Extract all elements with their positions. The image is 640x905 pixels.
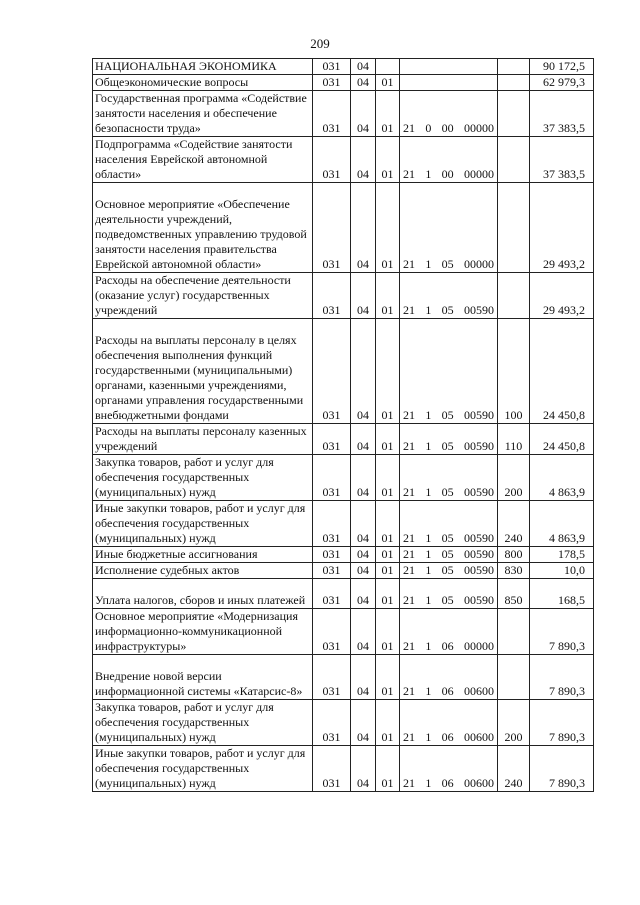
table-row — [93, 547, 594, 563]
row-name: Закупка товаров, работ и услуг для обеспечения государственных (муниципальных) нужд — [93, 700, 313, 746]
target-activity: 06 — [441, 639, 454, 653]
row-expense-type: 240 — [498, 501, 530, 547]
target-subprogram: 1 — [425, 531, 432, 545]
row-admin-code: 031 — [313, 547, 351, 563]
row-section-code: 04 — [351, 91, 376, 137]
row-admin-code: 031 — [313, 91, 351, 137]
row-target-code — [400, 137, 498, 183]
target-program: 21 — [403, 439, 415, 453]
row-admin-code: 031 — [313, 319, 351, 424]
row-target-code — [400, 424, 498, 455]
row-admin-code: 031 — [313, 655, 351, 700]
table-row — [93, 579, 594, 609]
row-subsection-code: 01 — [376, 137, 400, 183]
row-section-code: 04 — [351, 746, 376, 792]
row-expense-type: 100 — [498, 319, 530, 424]
row-amount: 7 890,3 — [530, 609, 594, 655]
row-section-code: 04 — [351, 75, 376, 91]
target-activity: 05 — [441, 531, 454, 545]
row-target-code — [400, 59, 498, 75]
row-name: Подпрограмма «Содействие занятости населения Еврейской автономной области» — [93, 137, 313, 183]
target-direction: 00000 — [463, 257, 494, 271]
target-subprogram: 1 — [425, 408, 432, 422]
row-amount: 90 172,5 — [530, 59, 594, 75]
row-subsection-code: 01 — [376, 91, 400, 137]
row-subsection-code: 01 — [376, 547, 400, 563]
row-name: Расходы на выплаты персоналу в целях обеспечения выполнения функций государственными (муниципальными) органами, казенными учреждениями, органами управления государственными внебюджетными фондами — [93, 319, 313, 424]
table-row — [93, 91, 594, 137]
target-subprogram: 0 — [425, 121, 432, 135]
row-subsection-code: 01 — [376, 563, 400, 579]
target-program: 21 — [403, 485, 415, 499]
row-subsection-code: 01 — [376, 609, 400, 655]
row-amount: 37 383,5 — [530, 137, 594, 183]
row-subsection-code: 01 — [376, 273, 400, 319]
row-amount: 24 450,8 — [530, 424, 594, 455]
row-name: Расходы на выплаты персоналу казенных учреждений — [93, 424, 313, 455]
row-subsection-code — [376, 59, 400, 75]
target-direction: 00600 — [463, 684, 494, 698]
row-expense-type: 850 — [498, 579, 530, 609]
target-subprogram: 1 — [425, 303, 432, 317]
row-section-code: 04 — [351, 137, 376, 183]
target-program: 21 — [403, 303, 415, 317]
row-expense-type — [498, 655, 530, 700]
target-direction: 00590 — [463, 439, 494, 453]
row-admin-code: 031 — [313, 501, 351, 547]
table-body — [93, 59, 594, 792]
target-activity: 00 — [441, 167, 454, 181]
row-amount: 29 493,2 — [530, 273, 594, 319]
row-target-code — [400, 563, 498, 579]
row-expense-type — [498, 609, 530, 655]
row-subsection-code: 01 — [376, 501, 400, 547]
target-program: 21 — [403, 730, 415, 744]
target-direction: 00000 — [463, 121, 494, 135]
target-subprogram: 1 — [425, 639, 432, 653]
row-expense-type — [498, 183, 530, 273]
table-row — [93, 424, 594, 455]
row-amount: 168,5 — [530, 579, 594, 609]
table-row — [93, 609, 594, 655]
row-name: Общеэкономические вопросы — [93, 75, 313, 91]
row-subsection-code: 01 — [376, 700, 400, 746]
target-program: 21 — [403, 593, 415, 607]
row-section-code: 04 — [351, 501, 376, 547]
row-amount: 62 979,3 — [530, 75, 594, 91]
row-admin-code: 031 — [313, 59, 351, 75]
target-program: 21 — [403, 684, 415, 698]
row-name: Иные закупки товаров, работ и услуг для обеспечения государственных (муниципальных) нужд — [93, 501, 313, 547]
row-target-code — [400, 273, 498, 319]
row-target-code — [400, 455, 498, 501]
target-activity: 06 — [441, 776, 454, 790]
target-subprogram: 1 — [425, 485, 432, 499]
row-amount: 4 863,9 — [530, 455, 594, 501]
row-expense-type: 830 — [498, 563, 530, 579]
target-subprogram: 1 — [425, 439, 432, 453]
row-target-code — [400, 700, 498, 746]
row-target-code — [400, 746, 498, 792]
row-name: Уплата налогов, сборов и иных платежей — [93, 579, 313, 609]
target-program: 21 — [403, 531, 415, 545]
table-row — [93, 319, 594, 424]
target-activity: 05 — [441, 485, 454, 499]
row-expense-type: 240 — [498, 746, 530, 792]
row-admin-code: 031 — [313, 455, 351, 501]
row-target-code — [400, 75, 498, 91]
row-expense-type — [498, 91, 530, 137]
row-section-code: 04 — [351, 59, 376, 75]
row-expense-type: 110 — [498, 424, 530, 455]
row-section-code: 04 — [351, 579, 376, 609]
row-section-code: 04 — [351, 563, 376, 579]
target-activity: 00 — [441, 121, 454, 135]
target-activity: 05 — [441, 439, 454, 453]
row-amount: 10,0 — [530, 563, 594, 579]
row-subsection-code: 01 — [376, 424, 400, 455]
table-row — [93, 563, 594, 579]
target-direction: 00590 — [463, 408, 494, 422]
table-row — [93, 455, 594, 501]
target-direction: 00590 — [463, 547, 494, 561]
target-direction: 00590 — [463, 531, 494, 545]
row-name: Иные бюджетные ассигнования — [93, 547, 313, 563]
row-admin-code: 031 — [313, 273, 351, 319]
target-subprogram: 1 — [425, 730, 432, 744]
target-program: 21 — [403, 776, 415, 790]
table-row — [93, 700, 594, 746]
row-subsection-code: 01 — [376, 183, 400, 273]
row-subsection-code: 01 — [376, 319, 400, 424]
row-name: Внедрение новой версии информационной системы «Катарсис-8» — [93, 655, 313, 700]
row-expense-type — [498, 137, 530, 183]
row-section-code: 04 — [351, 319, 376, 424]
table-row — [93, 59, 594, 75]
row-name: Основное мероприятие «Модернизация информационно-коммуникационной инфраструктуры» — [93, 609, 313, 655]
row-target-code — [400, 183, 498, 273]
budget-table — [92, 58, 594, 792]
row-name: Закупка товаров, работ и услуг для обеспечения государственных (муниципальных) нужд — [93, 455, 313, 501]
row-admin-code: 031 — [313, 183, 351, 273]
row-name: Расходы на обеспечение деятельности (оказание услуг) государственных учреждений — [93, 273, 313, 319]
row-name: Основное мероприятие «Обеспечение деятельности учреждений, подведомственных управлению трудовой занятости населения правительства Еврейской автономной области» — [93, 183, 313, 273]
row-admin-code: 031 — [313, 746, 351, 792]
target-program: 21 — [403, 121, 415, 135]
row-expense-type — [498, 59, 530, 75]
row-amount: 7 890,3 — [530, 655, 594, 700]
row-amount: 29 493,2 — [530, 183, 594, 273]
target-subprogram: 1 — [425, 684, 432, 698]
row-section-code: 04 — [351, 183, 376, 273]
target-direction: 00600 — [463, 776, 494, 790]
target-program: 21 — [403, 563, 415, 577]
row-name: Государственная программа «Содействие занятости населения и обеспечение безопасности труда» — [93, 91, 313, 137]
target-subprogram: 1 — [425, 167, 432, 181]
target-program: 21 — [403, 408, 415, 422]
row-target-code — [400, 655, 498, 700]
row-section-code: 04 — [351, 547, 376, 563]
row-amount: 178,5 — [530, 547, 594, 563]
row-admin-code: 031 — [313, 700, 351, 746]
row-admin-code: 031 — [313, 424, 351, 455]
target-activity: 06 — [441, 730, 454, 744]
target-subprogram: 1 — [425, 257, 432, 271]
row-amount: 37 383,5 — [530, 91, 594, 137]
row-target-code — [400, 319, 498, 424]
target-activity: 05 — [441, 593, 454, 607]
target-program: 21 — [403, 547, 415, 561]
target-program: 21 — [403, 167, 415, 181]
row-admin-code: 031 — [313, 563, 351, 579]
row-section-code: 04 — [351, 424, 376, 455]
target-program: 21 — [403, 257, 415, 271]
row-name: Иные закупки товаров, работ и услуг для обеспечения государственных (муниципальных) нужд — [93, 746, 313, 792]
row-target-code — [400, 547, 498, 563]
target-direction: 00600 — [463, 730, 494, 744]
target-direction: 00590 — [463, 303, 494, 317]
target-activity: 05 — [441, 303, 454, 317]
row-subsection-code: 01 — [376, 655, 400, 700]
row-target-code — [400, 91, 498, 137]
row-target-code — [400, 609, 498, 655]
row-amount: 7 890,3 — [530, 700, 594, 746]
target-direction: 00590 — [463, 485, 494, 499]
target-direction: 00000 — [463, 639, 494, 653]
row-expense-type — [498, 273, 530, 319]
row-section-code: 04 — [351, 609, 376, 655]
table-row — [93, 273, 594, 319]
page-number: 209 — [310, 36, 330, 51]
target-activity: 05 — [441, 408, 454, 422]
target-activity: 05 — [441, 563, 454, 577]
row-name: НАЦИОНАЛЬНАЯ ЭКОНОМИКА — [93, 59, 313, 75]
row-admin-code: 031 — [313, 579, 351, 609]
table-row — [93, 746, 594, 792]
target-direction: 00590 — [463, 563, 494, 577]
row-expense-type: 800 — [498, 547, 530, 563]
row-name: Исполнение судебных актов — [93, 563, 313, 579]
row-admin-code: 031 — [313, 75, 351, 91]
target-subprogram: 1 — [425, 547, 432, 561]
row-subsection-code: 01 — [376, 746, 400, 792]
row-admin-code: 031 — [313, 609, 351, 655]
target-direction: 00590 — [463, 593, 494, 607]
target-program: 21 — [403, 639, 415, 653]
target-activity: 05 — [441, 547, 454, 561]
table-row — [93, 137, 594, 183]
target-activity: 06 — [441, 684, 454, 698]
row-target-code — [400, 579, 498, 609]
row-amount: 4 863,9 — [530, 501, 594, 547]
target-subprogram: 1 — [425, 593, 432, 607]
target-direction: 00000 — [463, 167, 494, 181]
target-subprogram: 1 — [425, 563, 432, 577]
row-section-code: 04 — [351, 655, 376, 700]
row-section-code: 04 — [351, 273, 376, 319]
row-section-code: 04 — [351, 455, 376, 501]
row-section-code: 04 — [351, 700, 376, 746]
row-subsection-code: 01 — [376, 75, 400, 91]
row-admin-code: 031 — [313, 137, 351, 183]
row-expense-type — [498, 75, 530, 91]
row-expense-type: 200 — [498, 455, 530, 501]
table-row — [93, 75, 594, 91]
row-subsection-code: 01 — [376, 579, 400, 609]
table-row — [93, 183, 594, 273]
row-target-code — [400, 501, 498, 547]
table-row — [93, 501, 594, 547]
row-expense-type: 200 — [498, 700, 530, 746]
table-row — [93, 655, 594, 700]
row-amount: 7 890,3 — [530, 746, 594, 792]
row-amount: 24 450,8 — [530, 319, 594, 424]
row-subsection-code: 01 — [376, 455, 400, 501]
target-subprogram: 1 — [425, 776, 432, 790]
target-activity: 05 — [441, 257, 454, 271]
